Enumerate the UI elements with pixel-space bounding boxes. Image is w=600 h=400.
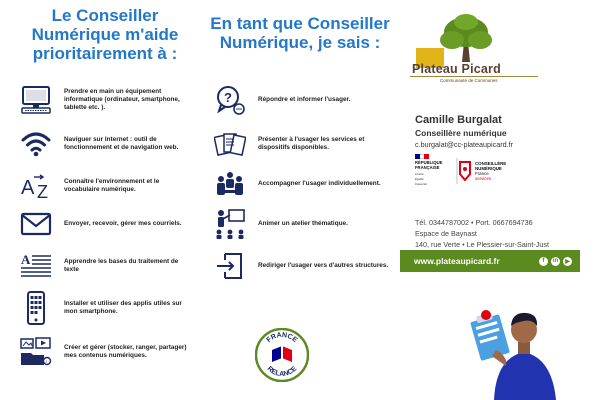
computer-icon bbox=[18, 82, 54, 118]
middle-item-text: Présenter à l'usager les services et dispositifs disponibles. bbox=[258, 135, 365, 151]
left-list-item bbox=[18, 248, 204, 284]
media-icon bbox=[18, 334, 54, 370]
left-item-text: Envoyer, recevoir, gérer mes courriels. bbox=[64, 219, 182, 227]
middle-item-text: Rediriger l'usager vers d'autres structures. bbox=[258, 261, 389, 269]
middle-list-item bbox=[212, 206, 402, 242]
facebook-icon[interactable]: f bbox=[539, 257, 548, 266]
middle-list-item bbox=[212, 166, 402, 202]
logo-name: Plateau Picard bbox=[412, 62, 501, 76]
svg-text:A: A bbox=[21, 252, 31, 267]
left-list-item bbox=[18, 126, 204, 162]
france-relance-badge bbox=[255, 328, 309, 382]
website-bar bbox=[400, 250, 580, 272]
youtube-icon[interactable]: ▶ bbox=[563, 257, 572, 266]
left-item-text: Connaître l'environnement et le vocabulaire numérique. bbox=[64, 177, 160, 193]
middle-item-text: Répondre et informer l'usager. bbox=[258, 95, 351, 103]
motto-egalite: Égalité bbox=[415, 177, 424, 181]
website-link[interactable]: www.plateaupicard.fr bbox=[414, 256, 500, 266]
middle-list-item bbox=[212, 126, 402, 162]
advisor-email-link[interactable]: c.burgalat@cc-plateaupicard.fr bbox=[415, 140, 513, 149]
linkedin-icon[interactable]: in bbox=[552, 258, 559, 264]
advisor-role: Conseillère numérique bbox=[415, 128, 507, 138]
left-list-item bbox=[18, 290, 204, 326]
smartphone-icon bbox=[18, 290, 54, 326]
wifi-icon bbox=[18, 126, 54, 162]
french-flag-icon bbox=[415, 154, 429, 159]
left-list-item bbox=[18, 334, 204, 370]
contact-details bbox=[415, 218, 549, 250]
logo-subtitle: Communauté de Communes bbox=[440, 78, 498, 83]
middle-list-item bbox=[212, 248, 402, 284]
people-support-icon bbox=[212, 166, 248, 202]
envelope-icon bbox=[18, 206, 54, 242]
left-item-text: Apprendre les bases du traitement de texte bbox=[64, 257, 179, 273]
republique-label-line1: RÉPUBLIQUE bbox=[415, 160, 443, 165]
left-item-text: Installer et utiliser des applis utiles sur mon smartphone. bbox=[64, 299, 182, 315]
svg-text:?: ? bbox=[224, 90, 232, 105]
cn-france: France bbox=[475, 171, 489, 177]
left-list-item bbox=[18, 168, 204, 204]
cn-services: services bbox=[475, 176, 492, 182]
republique-francaise-logo bbox=[415, 154, 455, 187]
redirect-icon bbox=[212, 248, 248, 284]
relance-top-text: FRANCE bbox=[265, 331, 299, 345]
svg-text:Z: Z bbox=[37, 182, 48, 200]
advisor-illustration bbox=[466, 300, 576, 400]
address-line-1: Espace de Baynast bbox=[415, 228, 477, 238]
svg-text:♪: ♪ bbox=[45, 359, 48, 365]
motto-fraternite: Fraternité bbox=[415, 182, 427, 187]
cn-label-line2: NUMÉRIQUE bbox=[475, 166, 502, 172]
left-list-item bbox=[18, 82, 204, 118]
motto-liberte: Liberté bbox=[415, 171, 424, 176]
workshop-icon bbox=[212, 206, 248, 242]
middle-item-text: Accompagner l'usager individuellement. bbox=[258, 179, 381, 187]
relance-bottom-text: RELANCE bbox=[265, 365, 299, 379]
text-lines-icon bbox=[18, 248, 54, 284]
middle-list-item bbox=[212, 82, 402, 118]
svg-text:A: A bbox=[21, 177, 35, 199]
republique-label-line2: FRANÇAISE bbox=[415, 164, 440, 170]
left-column-title: Le Conseiller Numérique m'aide prioritairement à : bbox=[31, 6, 179, 64]
conseiller-numerique-label bbox=[475, 161, 545, 181]
conseiller-numerique-icon bbox=[456, 158, 472, 184]
phone-line: Tél. 0344787002 • Port. 0667694736 bbox=[415, 218, 533, 227]
logo-divider bbox=[410, 76, 538, 77]
middle-column-title: En tant que Conseiller Numérique, je sais : bbox=[210, 14, 390, 53]
left-list-item bbox=[18, 206, 204, 242]
left-item-text: Prendre en main un équipement informatique (ordinateur, smartphone, tablette etc. ). bbox=[64, 87, 180, 112]
left-item-text: Créer et gérer (stocker, ranger, partager) mes contenus numériques. bbox=[64, 343, 187, 359]
az-icon bbox=[18, 168, 54, 204]
middle-item-text: Animer un atelier thématique. bbox=[258, 219, 348, 227]
documents-icon bbox=[212, 126, 248, 162]
left-item-text: Naviguer sur Internet : outil de fonctionnement et de navigation web. bbox=[64, 135, 179, 151]
advisor-name: Camille Burgalat bbox=[415, 114, 502, 126]
question-bubbles-icon bbox=[212, 82, 248, 118]
address-line-2: 140, rue Verte • Le Plessier-sur-Saint-Just bbox=[415, 239, 549, 249]
cn-label-line1: CONSEILLÈRE bbox=[475, 161, 507, 166]
social-links bbox=[539, 257, 572, 266]
